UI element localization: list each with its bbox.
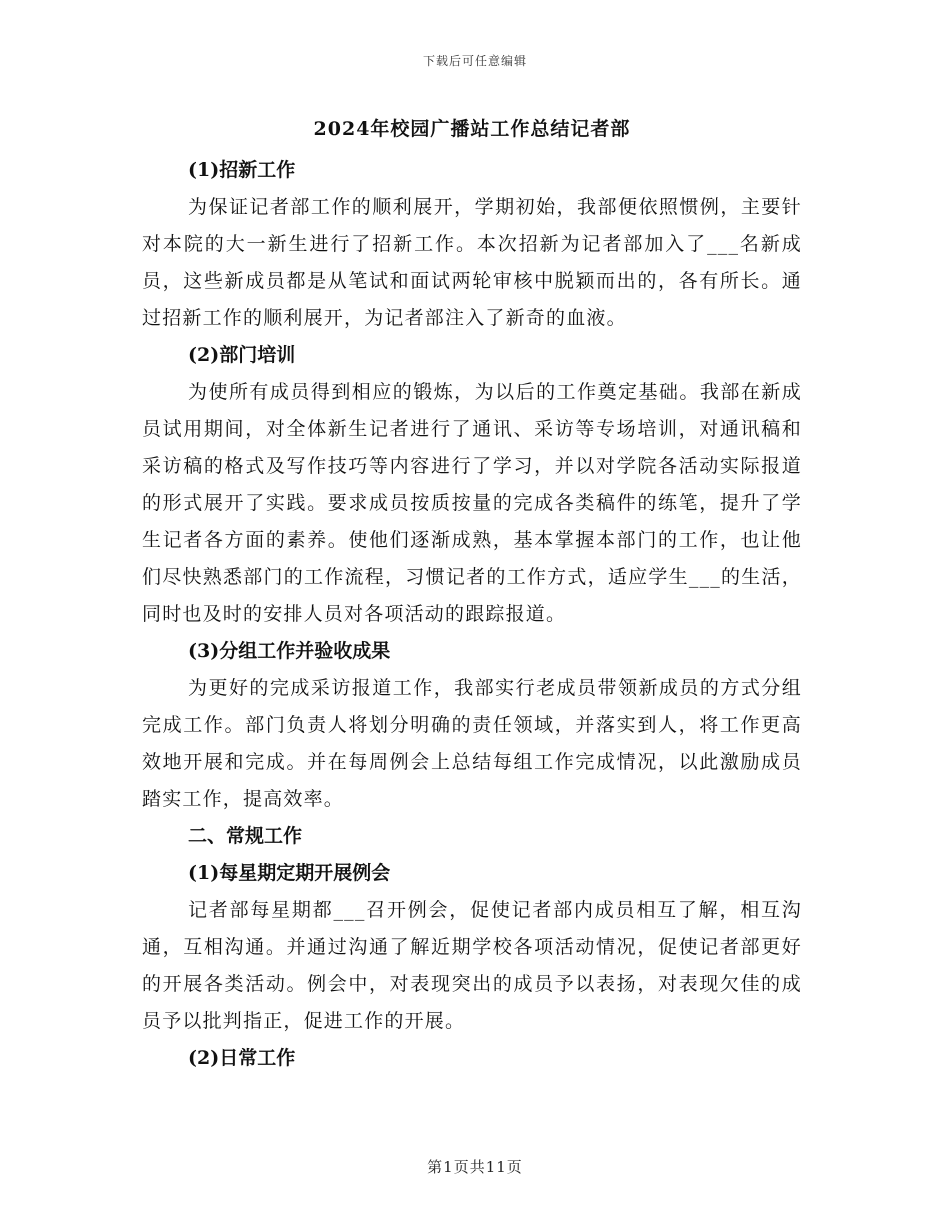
section-heading-routine-work: 二、常规工作 (188, 825, 303, 847)
section-heading-group-work: (3)分组工作并验收成果 (188, 640, 391, 662)
page-number: 第1页共11页 (427, 1158, 523, 1176)
section-heading-recruitment: (1)招新工作 (188, 159, 296, 181)
document-title: 2024年校园广播站工作总结记者部 (313, 118, 631, 140)
paragraph-training: 为使所有成员得到相应的锻炼，为以后的工作奠定基础。我部在新成员试用期间，对全体新生记者进行了通讯、采访等专场培训，对通讯稿和采访稿的格式及写作技巧等内容进行了学习，并以对学院各活动实际报道的形式展开了实践。要求成员按质按量的完成各类稿件的练笔，提升了学生记者各方面的素养。使他们逐渐成熟，基本掌握本部门的工作，也让他们尽快熟悉部门的工作流程，习惯记者的工作方式，适应学生___的生活，同时也及时的安排人员对各项活动的跟踪报道。 (142, 381, 802, 625)
section-heading-daily-work: (2)日常工作 (188, 1047, 296, 1069)
paragraph-recruitment: 为保证记者部工作的顺利展开，学期初始，我部便依照惯例，主要针对本院的大一新生进行了招新工作。本次招新为记者部加入了___名新成员，这些新成员都是从笔试和面试两轮审核中脱颖而出的，各有所长。通过招新工作的顺利展开，为记者部注入了新奇的血液。 (142, 196, 802, 329)
section-heading-weekly-meeting: (1)每星期定期开展例会 (188, 862, 391, 884)
section-heading-training: (2)部门培训 (188, 344, 296, 366)
paragraph-weekly-meeting: 记者部每星期都___召开例会，促使记者部内成员相互了解，相互沟通，互相沟通。并通过沟通了解近期学校各项活动情况，促使记者部更好的开展各类活动。例会中，对表现突出的成员予以表扬，对表现欠佳的成员予以批判指正，促进工作的开展。 (142, 899, 802, 1032)
paragraph-group-work: 为更好的完成采访报道工作，我部实行老成员带领新成员的方式分组完成工作。部门负责人将划分明确的责任领域，并落实到人，将工作更高效地开展和完成。并在每周例会上总结每组工作完成情况，以此激励成员踏实工作，提高效率。 (142, 677, 802, 810)
page-header-note: 下载后可任意编辑 (422, 54, 527, 68)
document-body (142, 112, 802, 1077)
